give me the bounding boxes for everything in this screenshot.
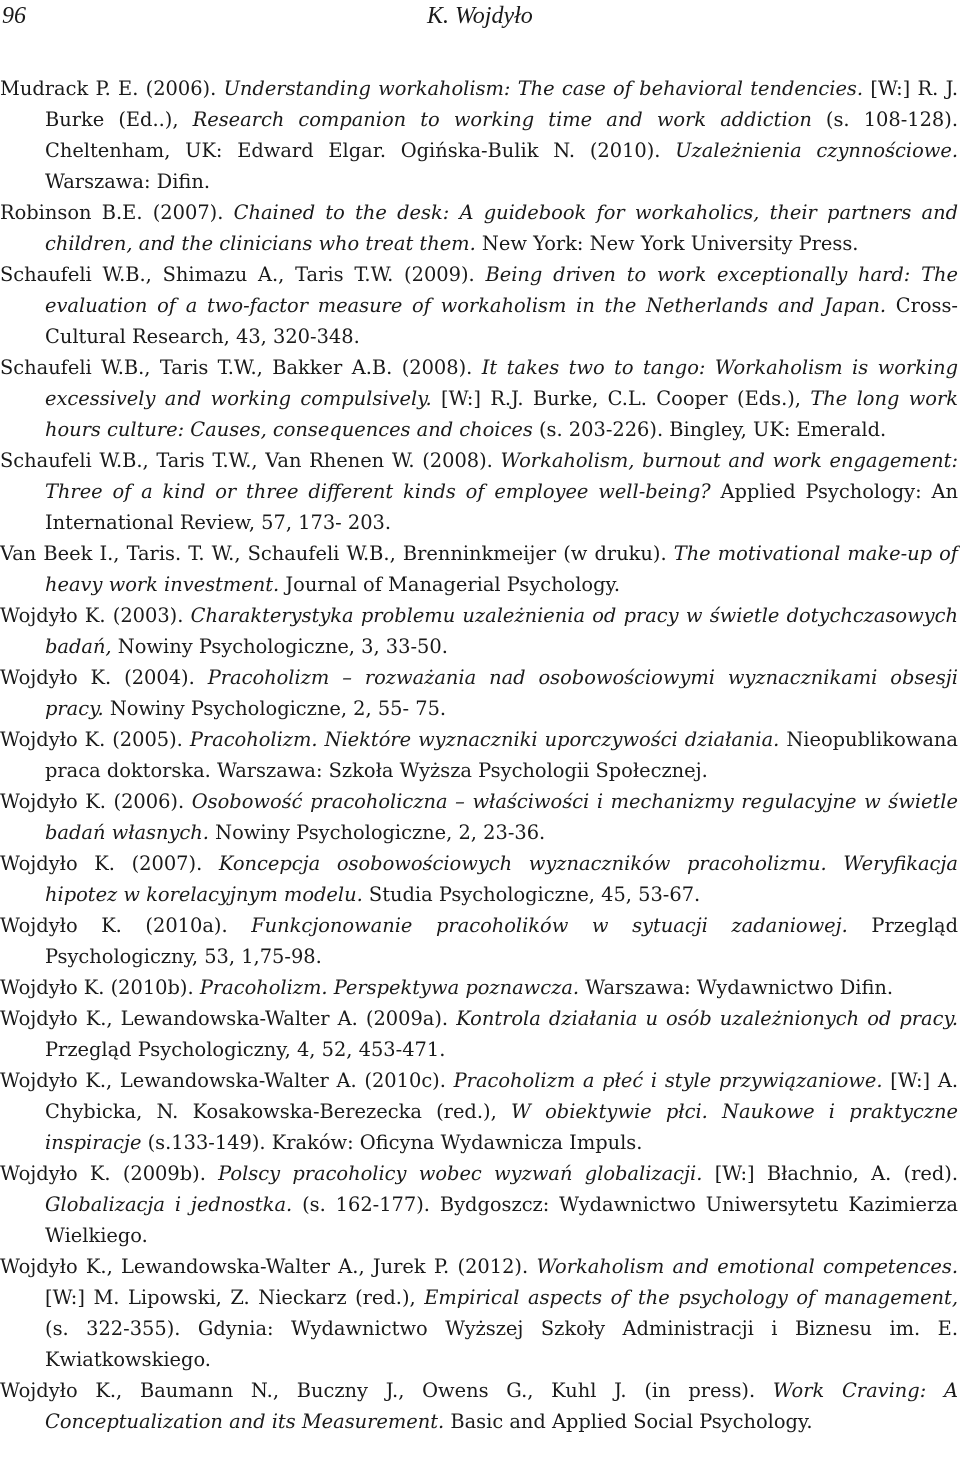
reference-text: Przegląd Psychologiczny, 4, 52, 453-471. [45, 1038, 446, 1061]
reference-text: Nowiny Psychologiczne, 2, 55- 75. [103, 697, 447, 720]
reference-entry [0, 910, 958, 972]
reference-entry [0, 352, 958, 445]
reference-text: Wojdyło K., Lewandowska-Walter A. (2010c). [0, 1069, 454, 1092]
reference-entry [0, 972, 958, 1003]
reference-text: (s. 108-128). Cheltenham, UK: Edward Elgar. Ogińska-Bulik N. (2010). [45, 108, 958, 162]
page-number: 96 [2, 3, 26, 29]
reference-text: (s. 162-177). Bydgoszcz: Wydawnictwo Uniwersytetu Kazimierza Wielkiego. [45, 1193, 958, 1247]
reference-title: Osobowość pracoholiczna – właściwości i mechanizmy regulacyjne w świetle badań własnych. [45, 790, 958, 844]
reference-text: Journal of Managerial Psychology. [279, 573, 621, 596]
page-header [2, 0, 942, 32]
reference-title: Understanding workaholism: The case of behavioral tendencies. [223, 77, 864, 100]
reference-text: Wojdyło K. (2004). [0, 666, 208, 689]
reference-title: Koncepcja osobowościowych wyznaczników pracoholizmu. Weryfikacja hipotez w korelacyjnym modelu. [45, 852, 958, 906]
reference-entry [0, 1375, 958, 1437]
reference-title: Uzależnienia czynnościowe. [675, 139, 958, 162]
reference-title: Chained to the desk: A guidebook for workaholics, their partners and children, and the clinicians who treat them. [45, 201, 958, 255]
reference-title: Charakterystyka problemu uzależnienia od pracy w świetle dotychczasowych badań, [45, 604, 958, 658]
reference-text: [W:] A. Chybicka, N. Kosakowska-Berezecka (red.), [45, 1069, 958, 1123]
reference-title: Work Craving: A Conceptualization and its Measurement. [45, 1379, 958, 1433]
reference-text: Wojdyło K. (2003). [0, 604, 191, 627]
reference-text: Schaufeli W.B., Taris T.W., Van Rhenen W. (2008). [0, 449, 501, 472]
reference-text: Wojdyło K., Lewandowska-Walter A. (2009a). [0, 1007, 457, 1030]
reference-entry [0, 1251, 958, 1375]
reference-text: Cross-Cultural Research, 43, 320-348. [45, 294, 958, 348]
reference-title: Empirical aspects of the psychology of management, [424, 1286, 959, 1309]
reference-text: [W:] M. Lipowski, Z. Nieckarz (red.), [45, 1286, 425, 1309]
reference-text: Applied Psychology: An International Review, 57, 173- 203. [45, 480, 958, 534]
reference-text: Wojdyło K. (2009b). [0, 1162, 219, 1185]
reference-text: Nieopublikowana praca doktorska. Warszawa: Szkoła Wyższa Psychologii Społecznej. [45, 728, 958, 782]
reference-entry [0, 1158, 958, 1251]
reference-title: The motivational make-up of heavy work investment. [45, 542, 958, 596]
reference-text: Wojdyło K., Baumann N., Buczny J., Owens G., Kuhl J. (in press). [0, 1379, 773, 1402]
reference-entry [0, 538, 958, 600]
reference-entry [0, 848, 958, 910]
reference-entry [0, 73, 958, 197]
reference-text: Basic and Applied Social Psychology. [444, 1410, 813, 1433]
reference-text: Warszawa: Difin. [45, 170, 210, 193]
reference-entry [0, 1003, 958, 1065]
reference-text: Wojdyło K. (2007). [0, 852, 219, 875]
reference-text: Studia Psychologiczne, 45, 53-67. [362, 883, 701, 906]
reference-title: Pracoholizm a płeć i style przywiązaniowe. [453, 1069, 883, 1092]
reference-text: Wojdyło K., Lewandowska-Walter A., Jurek P. (2012). [0, 1255, 537, 1278]
reference-title: Pracoholizm. Niektóre wyznaczniki uporczywości działania. [189, 728, 780, 751]
reference-entry [0, 724, 958, 786]
reference-title: Kontrola działania u osób uzależnionych od pracy. [456, 1007, 959, 1030]
reference-text: [W:] R. J. Burke (Ed..), [45, 77, 959, 131]
reference-text: Wojdyło K. (2005). [0, 728, 190, 751]
reference-entry [0, 662, 958, 724]
reference-text: Przegląd Psychologiczny, 53, 1,75-98. [45, 914, 958, 968]
reference-title: Funkcjonowanie pracoholików w sytuacji zadaniowej. [251, 914, 848, 937]
reference-title: It takes two to tango: Workaholism is working excessively and working compulsively. [45, 356, 958, 410]
reference-title: Workaholism, burnout and work engagement: Three of a kind or three different kinds of employee well-being? [45, 449, 958, 503]
reference-entry [0, 197, 958, 259]
reference-title: Research companion to working time and work addiction [192, 108, 812, 131]
reference-title: Globalizacja i jednostka. [45, 1193, 293, 1216]
reference-title: The long work hours culture: Causes, consequences and choices [45, 387, 958, 441]
reference-entry [0, 600, 958, 662]
reference-title: W obiektywie płci. Naukowe i praktyczne inspiracje [45, 1100, 958, 1154]
reference-text: Wojdyło K. (2010b). [0, 976, 200, 999]
reference-text: Schaufeli W.B., Taris T.W., Bakker A.B. (2008). [0, 356, 482, 379]
reference-text: Van Beek I., Taris. T. W., Schaufeli W.B., Brenninkmeijer (w druku). [0, 542, 674, 565]
reference-title: Being driven to work exceptionally hard: The evaluation of a two-factor measure of workaholism in the Netherlands and Japan. [45, 263, 959, 317]
reference-text: Wojdyło K. (2006). [0, 790, 192, 813]
reference-entry [0, 259, 958, 352]
reference-text: Nowiny Psychologiczne, 3, 33-50. [111, 635, 448, 658]
reference-title: Pracoholizm – rozważania nad osobowościowymi wyznacznikami obsesji pracy. [45, 666, 958, 720]
reference-text: [W:] R.J. Burke, C.L. Cooper (Eds.), [431, 387, 811, 410]
reference-text: Nowiny Psychologiczne, 2, 23-36. [208, 821, 546, 844]
reference-text: [W:] Błachnio, A. (red). [702, 1162, 959, 1185]
reference-text: Wojdyło K. (2010a). [0, 914, 252, 937]
reference-text: Schaufeli W.B., Shimazu A., Taris T.W. (2009). [0, 263, 486, 286]
reference-text: (s. 322-355). Gdynia: Wydawnictwo Wyższej Szkoły Administracji i Biznesu im. E. Kwiatkowskiego. [45, 1317, 958, 1371]
reference-list [0, 73, 958, 1437]
reference-text: New York: New York University Press. [475, 232, 859, 255]
reference-text: Warszawa: Wydawnictwo Difin. [579, 976, 894, 999]
reference-text: Mudrack P. E. (2006). [0, 77, 224, 100]
reference-text: Robinson B.E. (2007). [0, 201, 234, 224]
reference-entry [0, 1065, 958, 1158]
reference-title: Polscy pracoholicy wobec wyzwań globalizacji. [218, 1162, 703, 1185]
reference-title: Pracoholizm. Perspektywa poznawcza. [199, 976, 580, 999]
reference-entry [0, 445, 958, 538]
reference-text: (s. 203-226). Bingley, UK: Emerald. [532, 418, 887, 441]
running-head: K. Wojdyło [427, 3, 533, 29]
reference-text: (s.133-149). Kraków: Oficyna Wydawnicza Impuls. [141, 1131, 643, 1154]
reference-entry [0, 786, 958, 848]
reference-title: Workaholism and emotional competences. [536, 1255, 958, 1278]
